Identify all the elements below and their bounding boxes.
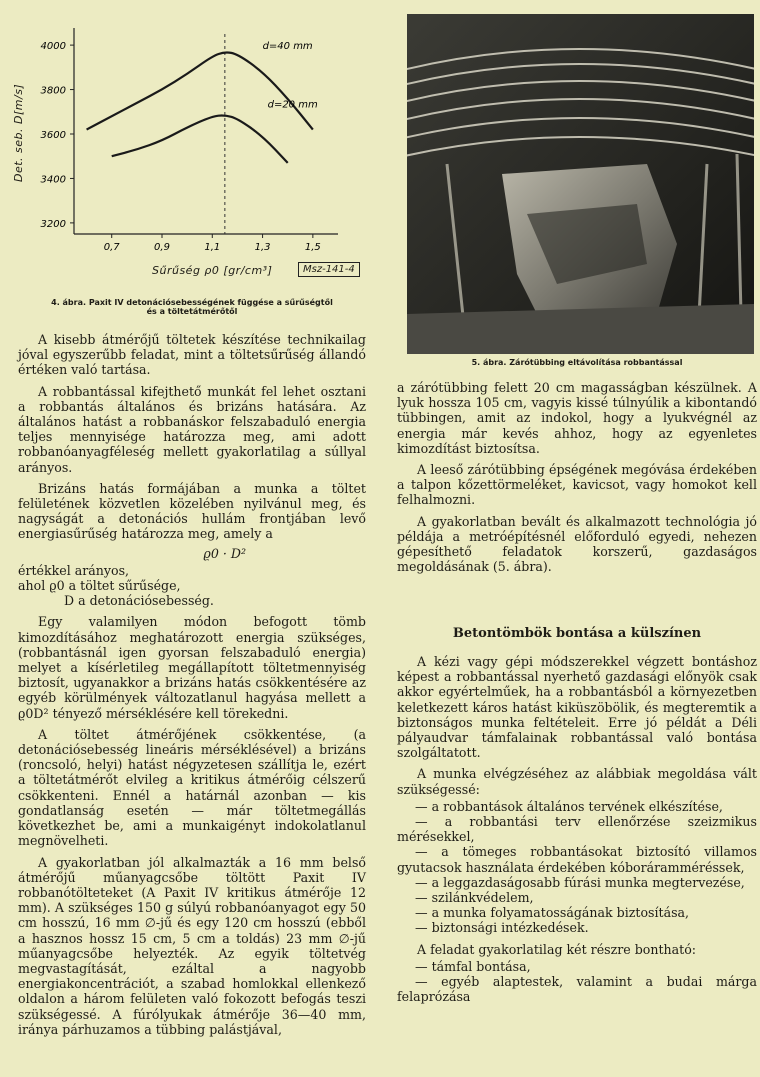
- x-tick-label: 1,3: [254, 242, 271, 253]
- paragraph: a zárótübbing felett 20 cm magasságban készülnek. A lyuk hossza 105 cm, vagyis kissé túlnyúlik a kibontandó tübbingen, amit az indokol, hogy a lyukvégnél az energia már kevés ahhoz, hogy az egyenletes kimozdítást biztosítsa.: [397, 380, 757, 456]
- list-item: — a tömeges robbantásokat biztosító villamos gyutacsok használata érdekében kóboráramméréssek,: [397, 844, 757, 875]
- paragraph: A kisebb átmérőjű töltetek készítése technikailag jóval egyszerűbb feladat, mint a töltetsűrűség állandó értéken való tartása.: [18, 332, 366, 378]
- list-item: — támfal bontása,: [415, 958, 531, 974]
- y-tick-label: 3600: [40, 130, 66, 141]
- x-tick-label: 0,9: [154, 242, 170, 253]
- list-item: — a munka folyamatosságának biztosítása,: [415, 905, 690, 921]
- list-item: — a leggazdaságosabb fúrási munka megtervezése,: [415, 874, 745, 890]
- paragraph: A töltet átmérőjének csökkentése, (a detonációsebesség lineáris mérséklésével) a brizáns (roncsoló, helyi) hatást négyzetesen szállítja le, ezért a töltetátmérőt elvileg a kritikus átmérőig célszerű csökkenteni. Ennél a határnál azonban — kis gondatlanság esetén — már töltetmegállás következhet be, ami a munkaigényt indokolatlanul megnövelheti.: [18, 726, 366, 849]
- left-body-text: [18, 332, 366, 1043]
- y-tick-label: 3200: [40, 218, 66, 230]
- figure-4-caption-line1: 4. ábra. Paxit IV detonációsebességének függése a sűrűségtől: [51, 298, 333, 307]
- paragraph: Brizáns hatás formájában a munka a töltet felületének közvetlen közelében nyilvánul meg, és nagyságát a detonációs hullám frontjában levő energiasűrűség határozza meg, amely a: [18, 480, 366, 542]
- figure-4-caption-line2: és a töltetátmérőtől: [146, 307, 238, 316]
- requirements-list: [397, 799, 757, 936]
- series-line: [87, 53, 313, 130]
- series-label: d=40 mm: [262, 41, 313, 53]
- chart-y-axis-label: Det. seb. D[m/s]: [12, 83, 25, 182]
- section-heading: Betontömbök bontása a külszínen: [452, 626, 702, 641]
- paragraph: A leeső zárótübbing épségének megóvása érdekében a talpon kőzettörmeléket, kavicsot, vagy homokot kell felhalmozni.: [397, 462, 757, 508]
- paragraph: A munka elvégzéséhez az alábbiak megoldása vált szükségessé:: [397, 766, 757, 797]
- paragraph: A kézi vagy gépi módszerekkel végzett bontáshoz képest a robbantással nyerhető gazdasági előnyök csak akkor egyértelműek, ha a robbantásból a környezetben keletkezett káros hatást kiküszöbölik, és megteremtik a biztonságos munka feltételeit. Erre jó példát a Déli pályaudvar támfalainak robbantással való bontása szolgáltatott.: [397, 654, 757, 761]
- list-item: — a robbantási terv ellenőrzése szeizmikus mérésekkel,: [397, 814, 757, 845]
- figure-5-photo: [407, 14, 754, 354]
- right-body-text-top: [397, 380, 757, 580]
- formula: ϱ0 · D²: [203, 545, 246, 561]
- paragraph: A feladat gyakorlatilag két részre bontható:: [417, 941, 697, 957]
- figure-4-chart: [12, 12, 366, 316]
- definition-line: D a detonációsebesség.: [64, 593, 214, 609]
- figure-5-caption: 5. ábra. Zárótübbing eltávolítása robbantással: [471, 358, 683, 367]
- paragraph: A robbantással kifejthető munkát fel lehet osztani a robbantás általános és brizáns hatására. Az általános hatást a robbanáskor felszabaduló energia teljes mennyisége határozza meg, ami adott robbanóanyagféleség mellett gyakorlatilag a súllyal arányos.: [18, 383, 366, 475]
- paragraph: A gyakorlatban jól alkalmazták a 16 mm belső átmérőjű műanyagcsőbe töltött Paxit IV robbanótölteteket (A Paxit IV kritikus átmérője 12 mm). A szükséges 150 g súlyú robbanóanyagot egy 50 cm hosszú, 16 mm ∅-jű és egy 120 cm hosszú (ebből a hasznos hossz 15 cm, 5 cm a toldás) 23 mm ∅-jű műanyagcsőbe helyezték. Az egyik töltetvég megvastagítását, ezáltal a nagyobb energiakoncentrációt, a szabad homlokkal ellenkező oldalon a három felületen való fokozott befogás teszi szükségessé. A fúrólyukak átmérője 36—40 mm, iránya párhuzamos a tübbing palástjával,: [18, 854, 366, 1037]
- standard-stamp: Msz-141-4: [298, 262, 360, 277]
- definition-line: értékkel arányos,: [18, 562, 130, 578]
- list-item: — biztonsági intézkedések.: [415, 920, 589, 936]
- definition-line: ahol ϱ0 a töltet sűrűsége,: [18, 578, 181, 594]
- paragraph: A gyakorlatban bevált és alkalmazott technológia jó példája a metróépítésnél előforduló egyedi, nehezen gépesíthető feladatok korszerű, gazdaságos megoldásának (5. ábra).: [397, 513, 757, 575]
- x-tick-label: 1,5: [304, 242, 321, 253]
- list-item: — szilánkvédelem,: [415, 890, 534, 906]
- chart-x-axis-label: Sűrűség ρ0 [gr/cm³]: [152, 264, 273, 277]
- y-tick-label: 3400: [40, 174, 66, 186]
- series-line: [112, 116, 288, 163]
- list-item: — egyéb alaptestek, valamint a budai márga felaprózása: [397, 974, 757, 1005]
- paragraph: Egy valamilyen módon befogott tömb kimozdításához meghatározott energia szükséges, (robbantásnál igen gyorsan felszabaduló energia) melyet a kísérletileg megállapított töltetmennyiség biztosít, ugyanakkor a brizáns hatás csökkentésére az egyéb körülmények változatlanul hagyása mellett a ϱ0D² tényező mérséklésére kell törekedni.: [18, 614, 366, 721]
- series-label: d=20 mm: [267, 99, 318, 111]
- y-tick-label: 3800: [40, 85, 66, 97]
- y-tick-label: 4000: [40, 41, 66, 53]
- list-item: — a robbantások általános tervének elkészítése,: [415, 798, 723, 814]
- x-tick-label: 1,1: [204, 242, 221, 253]
- photo-illustration: [407, 14, 754, 354]
- figure-4-caption: [18, 298, 366, 316]
- chart-svg: [18, 12, 366, 262]
- definition-list: [18, 563, 366, 609]
- x-tick-label: 0,7: [103, 242, 120, 253]
- right-body-text-bottom: [397, 654, 757, 1004]
